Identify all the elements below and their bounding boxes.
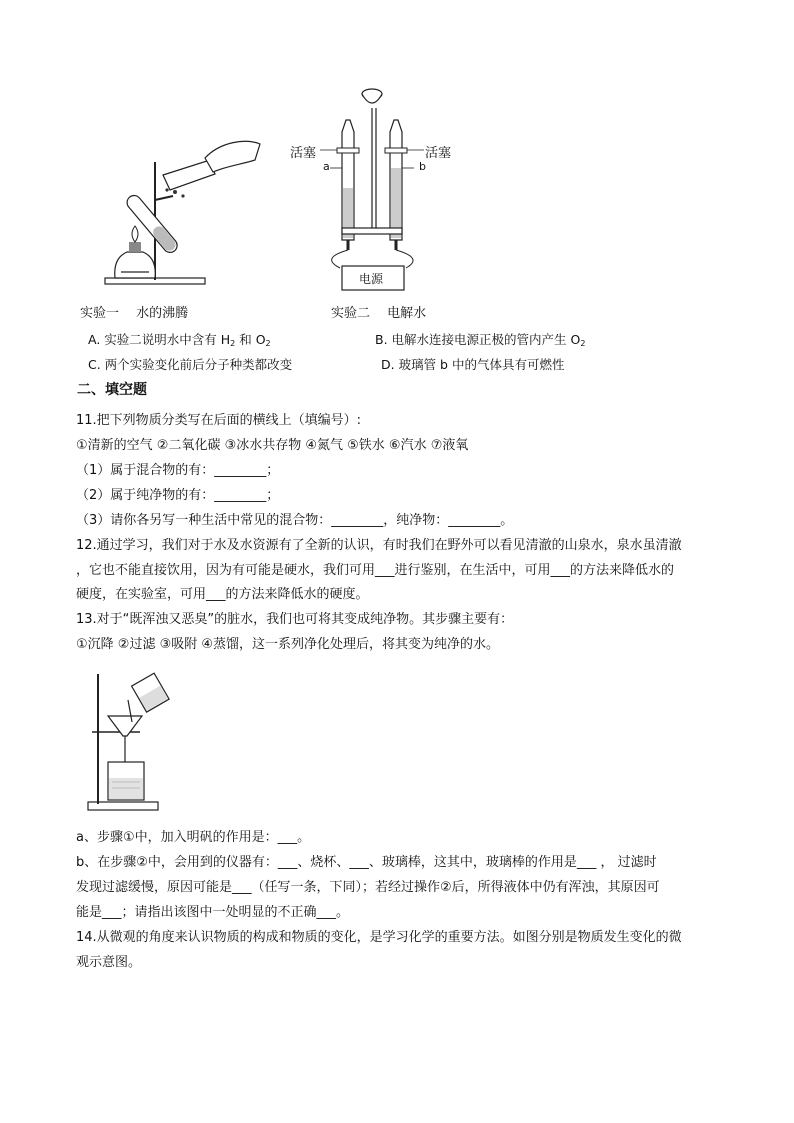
q13-part-b-line1: b、在步骤②中，会用到的仪器有：___、烧杯、___、玻璃棒，这其中，玻璃棒的作用是___ ， 过滤时 xyxy=(76,855,657,870)
stopcock-right-label: 活塞 xyxy=(425,146,452,161)
option-b: B. 电解水连接电源正极的管内产生 $O_2$ xyxy=(375,332,586,348)
q13-part-b-line3: 能是___；请指出该图中一处明显的不正确___。 xyxy=(76,905,350,920)
q11-part1: （1）属于混合物的有：________； xyxy=(76,463,280,478)
filtration-figure xyxy=(84,670,184,815)
q13-part-a: a、步骤①中，加入明矾的作用是：___。 xyxy=(76,830,311,845)
q14-line2: 观示意图。 xyxy=(76,955,142,970)
q11-part2: （2）属于纯净物的有：________； xyxy=(76,488,280,503)
experiment-boiling-figure xyxy=(95,130,270,300)
q11-part3: （3）请你各另写一种生活中常见的混合物：________，纯净物：________。 xyxy=(76,513,514,528)
q12-line2: ，它也不能直接饮用，因为有可能是硬水，我们可用___进行鉴别，在生活中，可用___的方法来降低水的 xyxy=(76,563,675,578)
tube-b-label: b xyxy=(419,160,426,173)
experiment-boiling-caption: 实验一 水的沸腾 xyxy=(80,306,189,321)
q12-line3: 硬度，在实验室，可用___的方法来降低水的硬度。 xyxy=(76,587,369,602)
option-a: A. 实验二说明水中含有 $H_2$ 和 $O_2$ xyxy=(88,332,271,348)
q13-line1: 13.对于“既浑浊又恶臭”的脏水，我们也可将其变成纯净物。其步骤主要有： xyxy=(76,612,514,627)
electrolysis-figure xyxy=(320,80,470,295)
power-source-label: 电源 xyxy=(359,272,384,286)
q14-line1: 14.从微观的角度来认识物质的构成和物质的变化，是学习化学的重要方法。如图分别是物质发生变化的微 xyxy=(76,930,682,945)
stopcock-left-label: 活塞 xyxy=(290,146,317,161)
section-title: 二、填空题 xyxy=(77,382,147,398)
electrolysis-caption: 实验二 电解水 xyxy=(331,306,427,321)
q12-line1: 12.通过学习，我们对于水及水资源有了全新的认识，有时我们在野外可以看见清澈的山泉水，泉水虽清澈 xyxy=(76,538,682,553)
option-c: C. 两个实验变化前后分子种类都改变 xyxy=(88,357,293,372)
tube-a-label: a xyxy=(323,160,330,173)
q13-line2: ①沉降 ②过滤 ③吸附 ④蒸馏，这一系列净化处理后，将其变为纯净的水。 xyxy=(76,637,500,652)
q11-stem: 11.把下列物质分类写在后面的横线上（填编号）: xyxy=(76,413,362,428)
q11-items: ①清新的空气 ②二氧化碳 ③冰水共存物 ④氮气 ⑤铁水 ⑥汽水 ⑦液氧 xyxy=(76,438,469,453)
option-d: D. 玻璃管 b 中的气体具有可燃性 xyxy=(381,357,565,372)
q13-part-b-line2: 发现过滤缓慢，原因可能是___（任写一条，下同）；若经过操作②后，所得液体中仍有浑浊，其原因可 xyxy=(76,880,660,895)
